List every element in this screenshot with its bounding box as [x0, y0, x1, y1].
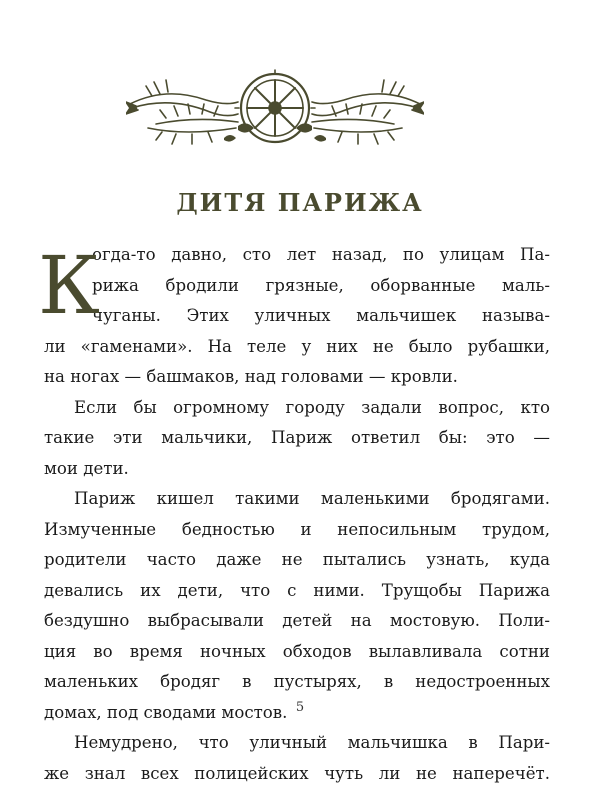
- text-line: ция во время ночных обходов вылавливала сотни: [44, 637, 550, 668]
- text-line: Если бы огромному городу задали вопрос, кто: [44, 393, 550, 424]
- page-number: 5: [0, 700, 600, 715]
- text-line: ли «гаменами». На теле у них не было рубашки,: [44, 332, 550, 363]
- text-line: Немудрено, что уличный мальчишка в Пари-: [44, 728, 550, 759]
- text-line: домах, под сводами мостов.: [44, 698, 550, 729]
- text-line: же знал всех полицейских чуть ли не наперечёт.: [44, 759, 550, 789]
- text-line: Париж кишел такими маленькими бродягами.: [44, 484, 550, 515]
- text-line: на ногах — башмаков, над головами — кровли.: [44, 362, 550, 393]
- text-line: маленьких бродяг в пустырях, в недостроенных: [44, 667, 550, 698]
- wheel-and-flags-vignette-icon: [126, 66, 424, 150]
- text-line: рижа бродили грязные, оборванные маль-: [44, 271, 550, 302]
- text-line: чуганы. Этих уличных мальчишек называ-: [44, 301, 550, 332]
- drop-cap: К: [38, 246, 100, 326]
- text-line: такие эти мальчики, Париж ответил бы: это —: [44, 423, 550, 454]
- text-line: девались их дети, что с ними. Трущобы Парижа: [44, 576, 550, 607]
- text-line: огда-то давно, сто лет назад, по улицам Па-: [44, 240, 550, 271]
- text-line: бездушно выбрасывали детей на мостовую. Поли-: [44, 606, 550, 637]
- text-line: родители часто даже не пытались узнать, куда: [44, 545, 550, 576]
- text-line: мои дети.: [44, 454, 550, 485]
- text-line: Измученные бедностью и непосильным трудом,: [44, 515, 550, 546]
- chapter-title: ДИТЯ ПАРИЖА: [0, 188, 600, 217]
